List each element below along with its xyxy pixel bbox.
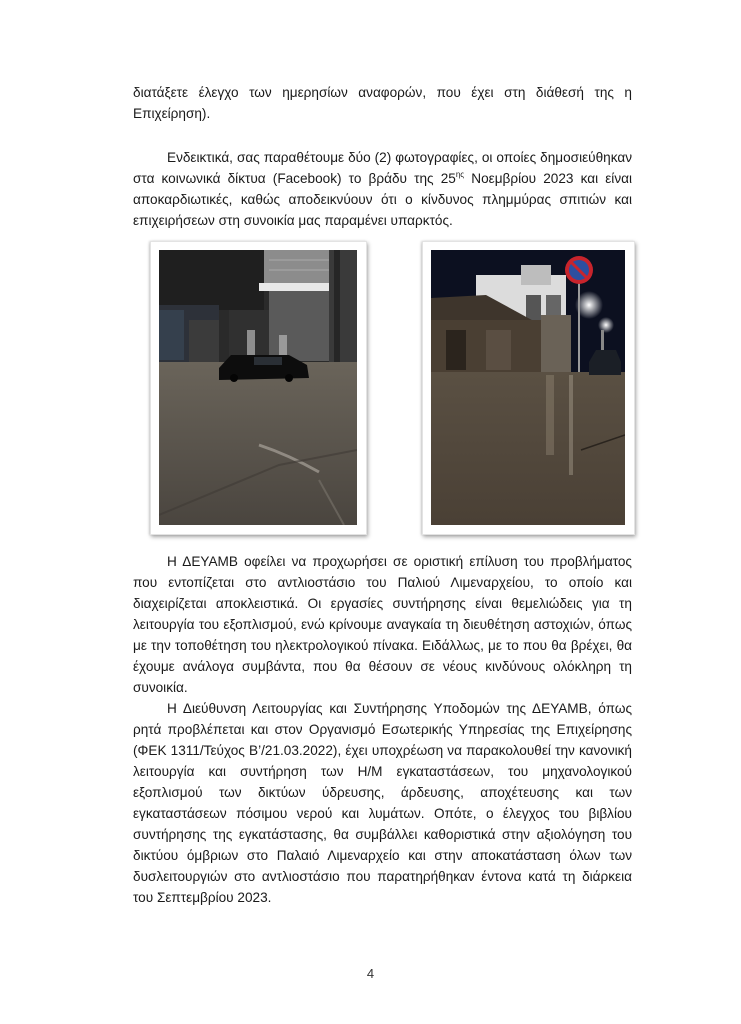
flood-photo-2 <box>422 241 635 535</box>
flood-photo-1-image <box>159 250 357 525</box>
paragraph-2-start: Ενδεικτικά, σας παραθέτουμε δύο (2) φωτογραφίες, οι οποίες δημοσιεύθηκαν στα κοινωνικά δίκτυα (Facebook) το βράδυ της 25 <box>133 150 632 186</box>
flooded-street-night-image <box>431 250 625 525</box>
page-number: 4 <box>366 966 375 981</box>
text-block-photos-intro <box>133 147 632 231</box>
text-block-intro <box>133 82 632 124</box>
paragraph-2-end: Νοεμβρίου 2023 και είναι αποκαρδιωτικές, καθώς αποδεικνύουν ότι ο κίνδυνος πλημμύρας σπιτιών και επιχειρήσεων στη συνοικία μας παραμένει υπαρκτός. <box>133 171 633 228</box>
flood-photo-2-image <box>431 250 625 525</box>
paragraph-3: Η ΔΕΥΑΜΒ οφείλει να προχωρήσει σε οριστική επίλυση του προβλήματος που εντοπίζεται στο αντλιοστάσιο του Παλιού Λιμεναρχείου, το οποίο και διαχειρίζεται αποκλειστικά. Οι εργασίες συντήρησης είναι θεμελιώδεις για τη λειτουργία του εξοπλισμού, ενώ κρίνουμε αναγκαία τη διευθέτηση αστοχιών, όπως με την τοποθέτηση του ηλεκτρολογικού πίνακα. Ειδάλλως, με το που θα βρέχει, θα έχουμε ανάλογα συμβάντα, που θα θέσουν σε νέους κινδύνους ολόκληρη τη συνοικία. <box>133 554 632 695</box>
paragraph-4: Η Διεύθυνση Λειτουργίας και Συντήρησης Υποδομών της ΔΕΥΑΜΒ, όπως ρητά προβλέπεται και στον Οργανισμό Εσωτερικής Υπηρεσίας της Επιχείρησης (ΦΕΚ 1311/Τεύχος Β’/21.03.2022), έχει υποχρέωση να παρακολουθεί την κανονική λειτουργία και συντήρηση των Η/Μ εγκαταστάσεων, του μηχανολογικού εξοπλισμού των δικτύων ύδρευσης, άρδευσης, αποχέτευσης και των εγκαταστάσεων πόσιμου νερού και λυμάτων. Οπότε, ο έλεγχος του βιβλίου συντήρησης της εγκατάστασης, θα συμβάλλει καθοριστικά στην αξιολόγηση του δικτύου όμβριων στο Παλαιό Λιμεναρχείο και στην αποκατάσταση όλων των δυσλειτουργιών στο αντλιοστάσιο που παρατηρήθηκαν έντονα κατά τη διάρκεια του Σεπτεμβρίου 2023. <box>133 701 632 905</box>
paragraph-2 <box>133 147 632 231</box>
flood-photo-1 <box>150 241 367 535</box>
text-block-main <box>133 551 632 908</box>
paragraph-1: διατάξετε έλεγχο των ημερησίων αναφορών, που έχει στη διάθεσή της η Επιχείρηση). <box>133 85 632 121</box>
flooded-street-car-image <box>159 250 357 525</box>
ordinal-superscript: ης <box>455 170 465 179</box>
